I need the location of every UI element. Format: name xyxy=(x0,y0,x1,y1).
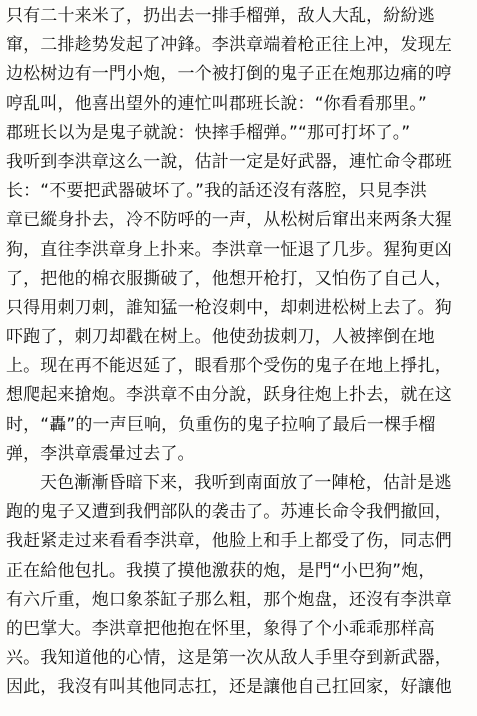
text-line: 有六斤重，炮口象茶缸子那么粗，那个炮盘，还沒有李洪章 xyxy=(6,589,452,610)
text-line: 了，把他的棉衣服撕破了，他想开枪打，又怕伤了自己人， xyxy=(6,268,452,289)
text-line: 我赶紧走过来看看李洪章，他脸上和手上都受了伤，同志們 xyxy=(6,531,452,552)
text-line: 正在給他包扎。我摸了摸他激获的炮，是門“小巴狗”炮， xyxy=(6,560,436,581)
text-line: 郡班长以为是鬼子就說：快摔手榴弹。”“那可打坏了。” xyxy=(6,122,411,143)
text-line: 我听到李洪章这么一說，估計一定是好武器，連忙命令郡班 xyxy=(6,151,452,172)
text-line: 只得用刺刀刺，誰知猛一枪沒刺中，却刺进松树上去了。狗 xyxy=(6,297,452,318)
text-line: 跑的鬼子又遭到我們部队的袭击了。苏連长命令我們撤回， xyxy=(6,502,452,523)
text-line: 的巴掌大。李洪章把他抱在怀里，象得了个小乖乖那样高 xyxy=(6,618,435,639)
text-line: 时，“轟”的一声巨响，负重伤的鬼子拉响了最后一棵手榴 xyxy=(6,414,436,435)
text-line: 狗，直往李洪章身上扑来。李洪章一怔退了几步。猩狗更凶 xyxy=(6,239,452,260)
text-line: 上。现在再不能迟延了，眼看那个受伤的鬼子在地上掙扎， xyxy=(6,356,452,377)
paragraph-first-line: 天色漸漸昏暗下来，我听到南面放了一陣枪，估計是逃 xyxy=(40,473,452,493)
text-line: 只有二十来米了，扔出去一排手榴弹，敌人大乱，紛紛逃 xyxy=(6,6,435,26)
text-line: 窜，二排趁势发起了冲鋒。李洪章端着枪正往上冲，发现左 xyxy=(6,35,452,56)
text-line: 想爬起来搶炮。李洪章不由分說，跃身往炮上扑去，就在这 xyxy=(6,385,452,406)
text-line: 长：“不要把武器破坏了。”我的話还沒有落腔，只見李洪 xyxy=(6,181,428,202)
text-line: 吓跑了，刺刀却戳在树上。他使劲拔刺刀，人被摔倒在地 xyxy=(6,327,435,348)
text-line: 兴。我知道他的心情，这是第一次从敌人手里夺到新武器， xyxy=(6,648,452,669)
text-line: 弹，李洪章震暈过去了。 xyxy=(6,443,195,464)
body-text xyxy=(6,2,474,703)
text-line: 章已縱身扑去，冷不防呼的一声，从松树后窜出来两条大猩 xyxy=(6,210,452,231)
text-line: 因此，我沒有叫其他同志扛，还是讓他自己扛回家，好讓他 xyxy=(6,677,452,698)
text-line: 边松树边有一門小炮，一个被打倒的鬼子正在炮那边痛的哼 xyxy=(6,64,452,85)
text-line: 哼乱叫，他喜出望外的連忙叫郡班长說：“你看看那里。” xyxy=(6,93,428,114)
